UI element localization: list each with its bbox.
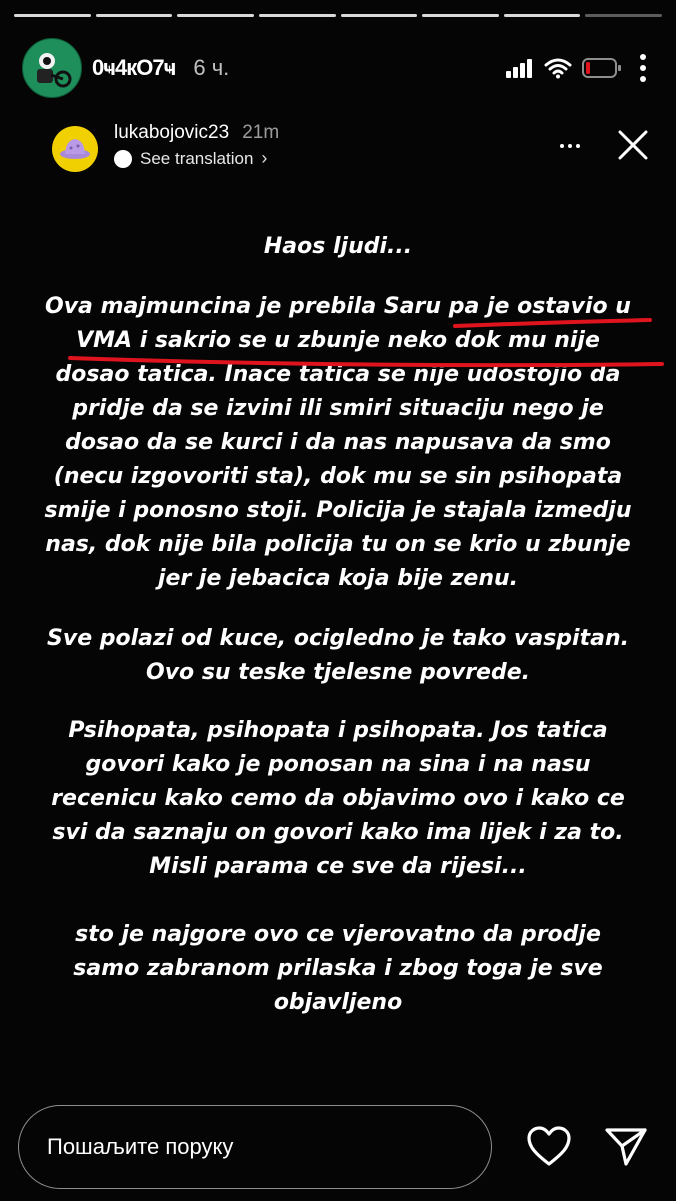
progress-segment-active — [585, 14, 662, 17]
story-paragraph-3: Psihopata, psihopata i psihopata. Jos tatica govori kako je ponosan na sina i na nasu recenicu kako cemo da objavimo ovo i kako ce svi da saznaju on govori kako ima lijek i za to. Misli parama ce sve da rijesi... — [51, 718, 625, 879]
story-header — [22, 38, 646, 98]
progress-segment — [341, 14, 418, 17]
progress-segment — [504, 14, 581, 17]
globe-icon — [114, 150, 132, 168]
reshare-info — [114, 122, 279, 169]
story-progress-bar — [14, 14, 662, 17]
progress-segment — [14, 14, 91, 17]
bucket-hat-icon — [52, 126, 98, 172]
reshare-time: 21m — [242, 122, 280, 143]
see-translation-link[interactable] — [114, 148, 279, 169]
progress-segment — [259, 14, 336, 17]
heart-icon[interactable] — [526, 1126, 572, 1168]
progress-segment — [422, 14, 499, 17]
story-reply-bar — [18, 1104, 656, 1190]
avatar[interactable] — [22, 38, 82, 98]
close-icon[interactable] — [616, 128, 650, 162]
more-horizontal-icon[interactable] — [560, 144, 580, 148]
send-icon[interactable] — [604, 1126, 648, 1168]
status-icons — [506, 54, 646, 82]
signal-icon — [506, 58, 534, 78]
story-time: 6 ч. — [193, 55, 230, 80]
wifi-icon — [544, 57, 572, 79]
more-options-icon[interactable] — [640, 54, 646, 82]
message-placeholder: Пошаљите поруку — [47, 1134, 234, 1159]
reshare-username[interactable]: lukabojovic23 — [114, 122, 230, 143]
progress-segment — [96, 14, 173, 17]
story-text-overlay — [40, 230, 636, 1020]
progress-segment — [177, 14, 254, 17]
reshare-avatar[interactable] — [52, 126, 98, 172]
battery-icon — [582, 57, 622, 79]
chevron-right-icon: › — [261, 148, 268, 168]
see-translation-label: See translation — [140, 148, 254, 168]
story-title: Haos ljudi... — [263, 234, 413, 259]
avatar-illustration-icon — [23, 39, 81, 97]
story-author-username[interactable]: 0ҹ4кО7ҹ — [92, 55, 176, 80]
story-paragraph-2: Sve polazi od kuce, ocigledno je tako vaspitan. Ovo su teske tjelesne povrede. — [47, 626, 629, 685]
message-input[interactable] — [18, 1105, 492, 1189]
story-paragraph-1: Ova majmuncina je prebila Saru pa je ostavio u VMA i sakrio se u zbunje neko dok mu nije dosao tatica. Inace tatica se nije udostojio da pridje da se izvini ili smiri situaciju nego je dosao da se kurci i da nas napusava da smo (necu izgovoriti sta), dok mu se sin psihopata smije i ponosno stoji. Policija je stajala izmedju nas, dok nije bila policija tu on se krio u zbunje jer je jebacica koja bije zenu. — [44, 294, 632, 591]
story-paragraph-4: sto je najgore ovo ce vjerovatno da prodje samo zabranom prilaska i zbog toga je sve objavljeno — [73, 922, 603, 1015]
reshared-post-header — [52, 122, 650, 182]
